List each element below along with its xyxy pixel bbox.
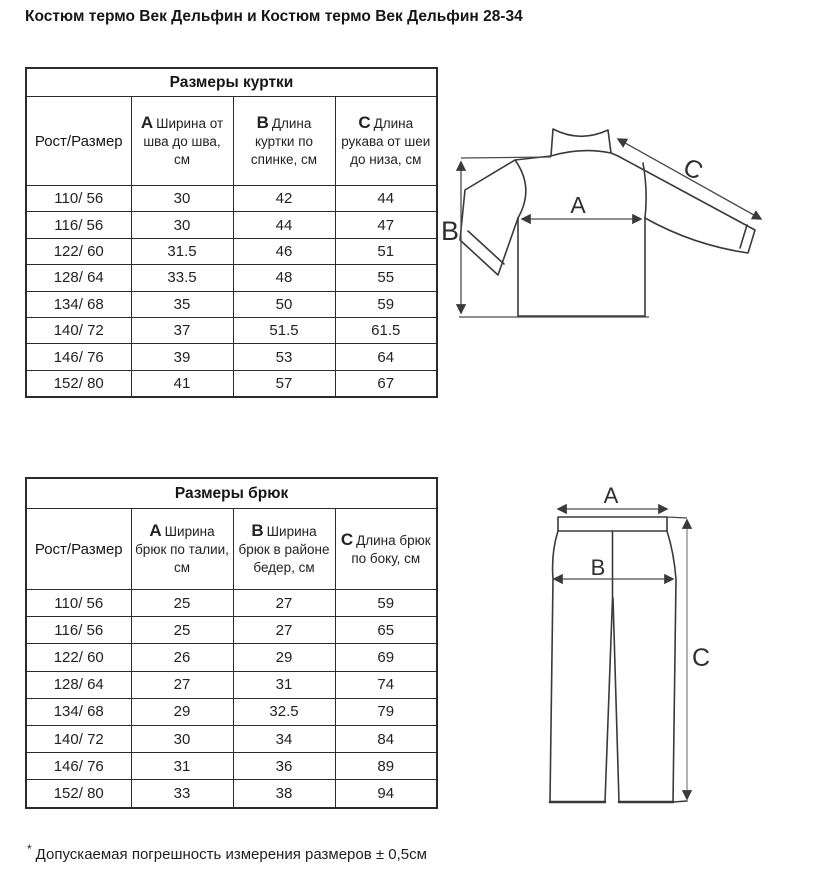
pants-diagram bbox=[520, 483, 829, 850]
value-cell: 51 bbox=[335, 238, 437, 264]
value-cell: 31.5 bbox=[131, 238, 233, 264]
value-cell: 47 bbox=[335, 212, 437, 238]
jacket-size-table bbox=[25, 67, 438, 398]
page-title: Костюм термо Век Дельфин и Костюм термо Век Дельфин 28-34 bbox=[25, 8, 523, 25]
value-cell: 33 bbox=[131, 780, 233, 808]
pants-table-header-row bbox=[26, 509, 437, 590]
pants-dim-a-label: A bbox=[603, 483, 619, 508]
size-cell: 140/ 72 bbox=[26, 317, 131, 343]
value-cell: 37 bbox=[131, 317, 233, 343]
value-cell: 44 bbox=[335, 186, 437, 212]
pants-row bbox=[26, 753, 437, 780]
value-cell: 51.5 bbox=[233, 317, 335, 343]
value-cell: 25 bbox=[131, 617, 233, 644]
pants-col-c-label: Длина брюк по боку, см bbox=[351, 533, 431, 566]
value-cell: 59 bbox=[335, 590, 437, 617]
size-cell: 116/ 56 bbox=[26, 212, 131, 238]
value-cell: 25 bbox=[131, 590, 233, 617]
value-cell: 55 bbox=[335, 265, 437, 291]
tolerance-footnote bbox=[27, 842, 427, 863]
jacket-row bbox=[26, 238, 437, 264]
pants-outline bbox=[550, 517, 687, 802]
jacket-dim-c-label: C bbox=[678, 152, 707, 186]
pants-row bbox=[26, 780, 437, 808]
value-cell: 41 bbox=[131, 370, 233, 397]
size-cell: 134/ 68 bbox=[26, 291, 131, 317]
jacket-dim-a-label: A bbox=[570, 192, 586, 218]
value-cell: 29 bbox=[131, 698, 233, 725]
size-cell: 122/ 60 bbox=[26, 644, 131, 671]
dim-letter-b: B bbox=[256, 113, 269, 132]
value-cell: 29 bbox=[233, 644, 335, 671]
pants-size-table bbox=[25, 477, 438, 809]
jacket-row bbox=[26, 317, 437, 343]
pants-row bbox=[26, 671, 437, 698]
value-cell: 84 bbox=[335, 725, 437, 752]
value-cell: 42 bbox=[233, 186, 335, 212]
dim-letter-c: C bbox=[340, 530, 354, 549]
pants-table-title: Размеры брюк bbox=[26, 478, 437, 509]
pants-row bbox=[26, 617, 437, 644]
jacket-col-a-label: Ширина от шва до шва, см bbox=[143, 116, 224, 167]
jacket-table-title: Размеры куртки bbox=[26, 68, 437, 97]
pants-col-a bbox=[131, 509, 233, 590]
value-cell: 35 bbox=[131, 291, 233, 317]
value-cell: 67 bbox=[335, 370, 437, 397]
pants-col-b bbox=[233, 509, 335, 590]
value-cell: 53 bbox=[233, 344, 335, 370]
jacket-row bbox=[26, 265, 437, 291]
pants-row bbox=[26, 698, 437, 725]
footnote-asterisk: * bbox=[27, 842, 32, 856]
pants-col-a-label: Ширина брюк по талии, см bbox=[135, 524, 229, 575]
size-cell: 128/ 64 bbox=[26, 265, 131, 291]
value-cell: 31 bbox=[131, 753, 233, 780]
jacket-dim-b-label: B bbox=[441, 216, 460, 246]
value-cell: 30 bbox=[131, 212, 233, 238]
value-cell: 89 bbox=[335, 753, 437, 780]
pants-row bbox=[26, 590, 437, 617]
jacket-row bbox=[26, 212, 437, 238]
pants-row bbox=[26, 725, 437, 752]
dim-letter-c: C bbox=[358, 113, 371, 132]
size-cell: 128/ 64 bbox=[26, 671, 131, 698]
value-cell: 74 bbox=[335, 671, 437, 698]
size-cell: 152/ 80 bbox=[26, 370, 131, 397]
value-cell: 34 bbox=[233, 725, 335, 752]
jacket-table-title-row bbox=[26, 68, 437, 97]
size-cell: 110/ 56 bbox=[26, 590, 131, 617]
value-cell: 32.5 bbox=[233, 698, 335, 725]
pants-col-b-label: Ширина брюк в районе бедер, см bbox=[238, 524, 330, 575]
value-cell: 38 bbox=[233, 780, 335, 808]
size-cell: 110/ 56 bbox=[26, 186, 131, 212]
jacket-col-b bbox=[233, 97, 335, 186]
jacket-row bbox=[26, 291, 437, 317]
jacket-row bbox=[26, 370, 437, 397]
jacket-col-a bbox=[131, 97, 233, 186]
size-cell: 116/ 56 bbox=[26, 617, 131, 644]
value-cell: 94 bbox=[335, 780, 437, 808]
value-cell: 64 bbox=[335, 344, 437, 370]
pants-dim-c-label: C bbox=[692, 644, 711, 672]
size-cell: 152/ 80 bbox=[26, 780, 131, 808]
value-cell: 57 bbox=[233, 370, 335, 397]
value-cell: 26 bbox=[131, 644, 233, 671]
pants-col-c bbox=[335, 509, 437, 590]
pants-col-size: Рост/Размер bbox=[26, 509, 131, 590]
size-cell: 146/ 76 bbox=[26, 344, 131, 370]
jacket-row bbox=[26, 186, 437, 212]
value-cell: 27 bbox=[131, 671, 233, 698]
value-cell: 39 bbox=[131, 344, 233, 370]
value-cell: 48 bbox=[233, 265, 335, 291]
jacket-col-c-label: Длина рукава от шеи до низа, см bbox=[341, 116, 431, 167]
value-cell: 27 bbox=[233, 590, 335, 617]
size-cell: 146/ 76 bbox=[26, 753, 131, 780]
pants-table-title-row bbox=[26, 478, 437, 509]
dim-letter-b: B bbox=[251, 521, 264, 540]
jacket-col-c bbox=[335, 97, 437, 186]
value-cell: 33.5 bbox=[131, 265, 233, 291]
size-cell: 134/ 68 bbox=[26, 698, 131, 725]
dim-letter-a: A bbox=[149, 521, 162, 540]
value-cell: 79 bbox=[335, 698, 437, 725]
value-cell: 36 bbox=[233, 753, 335, 780]
size-cell: 122/ 60 bbox=[26, 238, 131, 264]
value-cell: 69 bbox=[335, 644, 437, 671]
pants-row bbox=[26, 644, 437, 671]
value-cell: 46 bbox=[233, 238, 335, 264]
jacket-table-header-row bbox=[26, 97, 437, 186]
value-cell: 27 bbox=[233, 617, 335, 644]
dim-letter-a: A bbox=[140, 113, 154, 132]
jacket-col-b-label: Длина куртки по спинке, см bbox=[250, 116, 318, 167]
value-cell: 61.5 bbox=[335, 317, 437, 343]
size-cell: 140/ 72 bbox=[26, 725, 131, 752]
footnote-text: Допускаемая погрешность измерения размеров ± 0,5см bbox=[35, 846, 427, 863]
value-cell: 44 bbox=[233, 212, 335, 238]
value-cell: 31 bbox=[233, 671, 335, 698]
jacket-diagram bbox=[440, 103, 829, 353]
value-cell: 30 bbox=[131, 186, 233, 212]
value-cell: 30 bbox=[131, 725, 233, 752]
value-cell: 65 bbox=[335, 617, 437, 644]
pants-dimension-lines bbox=[554, 509, 687, 799]
value-cell: 50 bbox=[233, 291, 335, 317]
pants-dim-b-label: B bbox=[590, 555, 606, 580]
value-cell: 59 bbox=[335, 291, 437, 317]
jacket-col-size: Рост/Размер bbox=[26, 97, 131, 186]
jacket-row bbox=[26, 344, 437, 370]
